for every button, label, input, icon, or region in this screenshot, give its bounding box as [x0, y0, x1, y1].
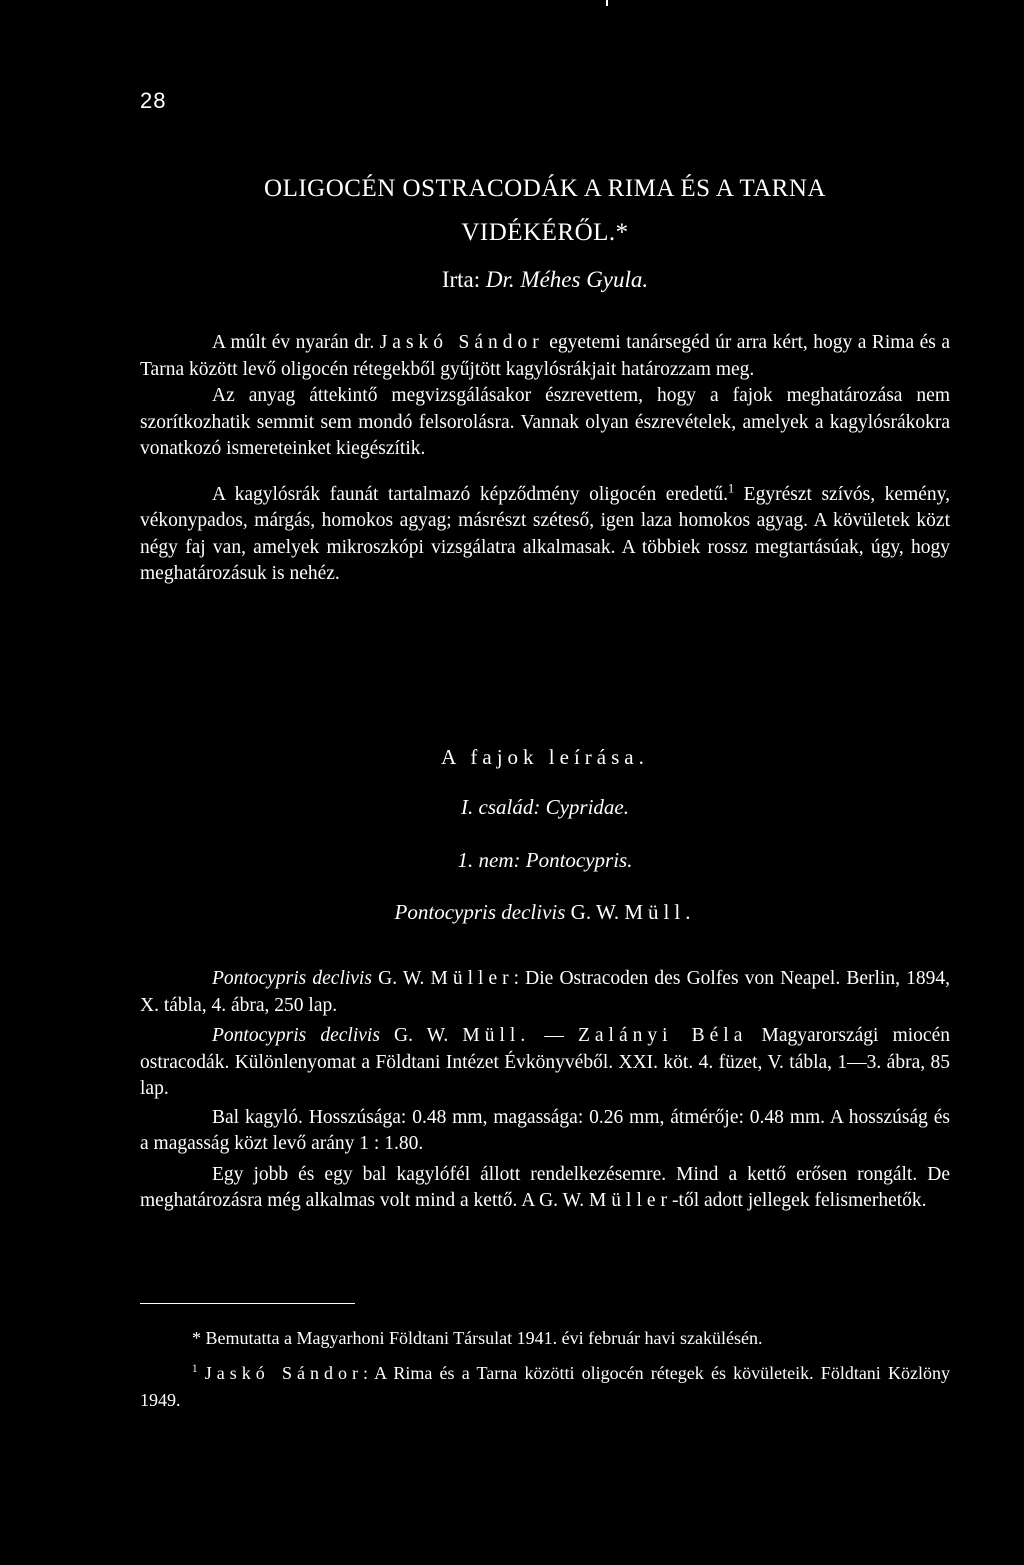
reference-1: [140, 966, 950, 1019]
p1-text-a: A múlt év nyarán dr.: [212, 332, 380, 353]
d2-text-b: -től adott jellegek felismerhetők.: [672, 1190, 927, 1211]
description-1: Bal kagyló. Hosszúsága: 0.48 mm, magassága: 0.26 mm, átmérője: 0.48 mm. A hosszúság és a magasság közt levő arány 1 : 1.80.: [140, 1106, 950, 1154]
description-2: [140, 1162, 950, 1215]
author-name: Dr. Méhes Gyula.: [485, 267, 649, 292]
species-heading: [140, 900, 950, 925]
r2-text-a: G. W.: [379, 1025, 463, 1046]
species-author-a: G. W.: [565, 900, 625, 924]
d2-author: Müller: [588, 1190, 673, 1211]
p3-footnote-ref: 1: [728, 481, 735, 495]
page-number: 28: [140, 88, 167, 113]
species-author-b: Müll.: [624, 900, 696, 924]
references-block: [140, 966, 950, 1215]
footnote-2-marker: 1: [192, 1363, 198, 1375]
p1-person-name: Jaskó Sándor: [379, 332, 544, 353]
footnote-2: [140, 1360, 950, 1414]
footnotes-block: [140, 1325, 950, 1414]
p3-text-a: A kagylósrák faunát tartalmazó képződmény oligocén eredetű.: [212, 483, 729, 505]
r1-text-a: G. W.: [371, 968, 431, 989]
r2-person-name: Zalányi Béla: [577, 1025, 748, 1046]
footnote-1: * Bemutatta a Magyarhoni Földtani Társulat 1941. évi február havi szakülésén.: [192, 1328, 763, 1348]
section-heading-text: A fajok leírása.: [441, 745, 649, 769]
r1-text-b: : Die Ostracoden des Golfes von Neapel. Berlin, 1894, X. tábla, 4. ábra, 250 lap.: [140, 968, 950, 1016]
title-line-1: OLIGOCÉN OSTRACODÁK A RIMA ÉS A TARNA: [264, 175, 826, 202]
scan-mark: [606, 0, 608, 6]
paragraph-1: [140, 330, 950, 383]
r1-author: Müller: [430, 968, 514, 989]
footnote-2-text: : A Rima és a Tarna közötti oligocén rétegek és kövületeik. Földtani Közlöny 1949.: [140, 1363, 950, 1410]
r2-author: Müll.: [462, 1025, 531, 1046]
species-name: Pontocypris declivis: [394, 900, 566, 924]
author-line: [140, 267, 950, 293]
footnote-2-person-name: Jaskó Sándor: [204, 1363, 363, 1383]
paragraph-3: [140, 482, 950, 588]
d2-text-a: Egy jobb és egy bal kagylófél állott rendelkezésemre. Mind a kettő erősen rongált. De meghatározásra még alkalmas volt mind a kettő. A G. W.: [140, 1163, 950, 1211]
title-line-2: VIDÉKÉRŐL.*: [461, 219, 629, 246]
r2-species: Pontocypris declivis: [212, 1025, 380, 1046]
paragraph-2: Az anyag áttekintő megvizsgálásakor észrevettem, hogy a fajok meghatározása nem szorítkozhatik semmit sem mondó felsorolásra. Vannak olyan észrevételek, amelyek a kagylósrákokra vonatkozó ismereteinket kiegészítik.: [140, 385, 950, 459]
footnote-divider: [140, 1303, 355, 1304]
p3-text-b: Egyrészt szívós, kemény, vékonypados, márgás, homokos agyag; másrészt széteső, igen laza homokos agyag. A kövületek közt négy faj van, amelyek mikroszkópi vizsgálatra alkalmasak. A többiek rossz megtartásúak, úgy, hogy meghatározásuk is nehéz.: [140, 483, 950, 584]
genus-heading: 1. nem: Pontocypris.: [457, 848, 633, 872]
r1-species: Pontocypris declivis: [212, 968, 372, 989]
family-heading: I. család: Cypridae.: [461, 795, 629, 819]
reference-2: [140, 1023, 950, 1103]
section-heading: [140, 745, 950, 770]
author-prefix: Irta:: [441, 267, 486, 292]
p1-text-b: egyetemi tanársegéd úr arra kért, hogy a Rima és a Tarna között levő oligocén rétegekből gyűjtött kagylósrákjait határozzam meg.: [140, 332, 951, 380]
intro-body: [140, 330, 950, 588]
r2-text-b: —: [530, 1025, 578, 1046]
r2-text-c: Magyarországi miocén ostracodák. Különlenyomat a Földtani Intézet Évkönyvéből. XXI. köt. 4. füzet, V. tábla, 1—3. ábra, 85 lap.: [140, 1025, 950, 1099]
